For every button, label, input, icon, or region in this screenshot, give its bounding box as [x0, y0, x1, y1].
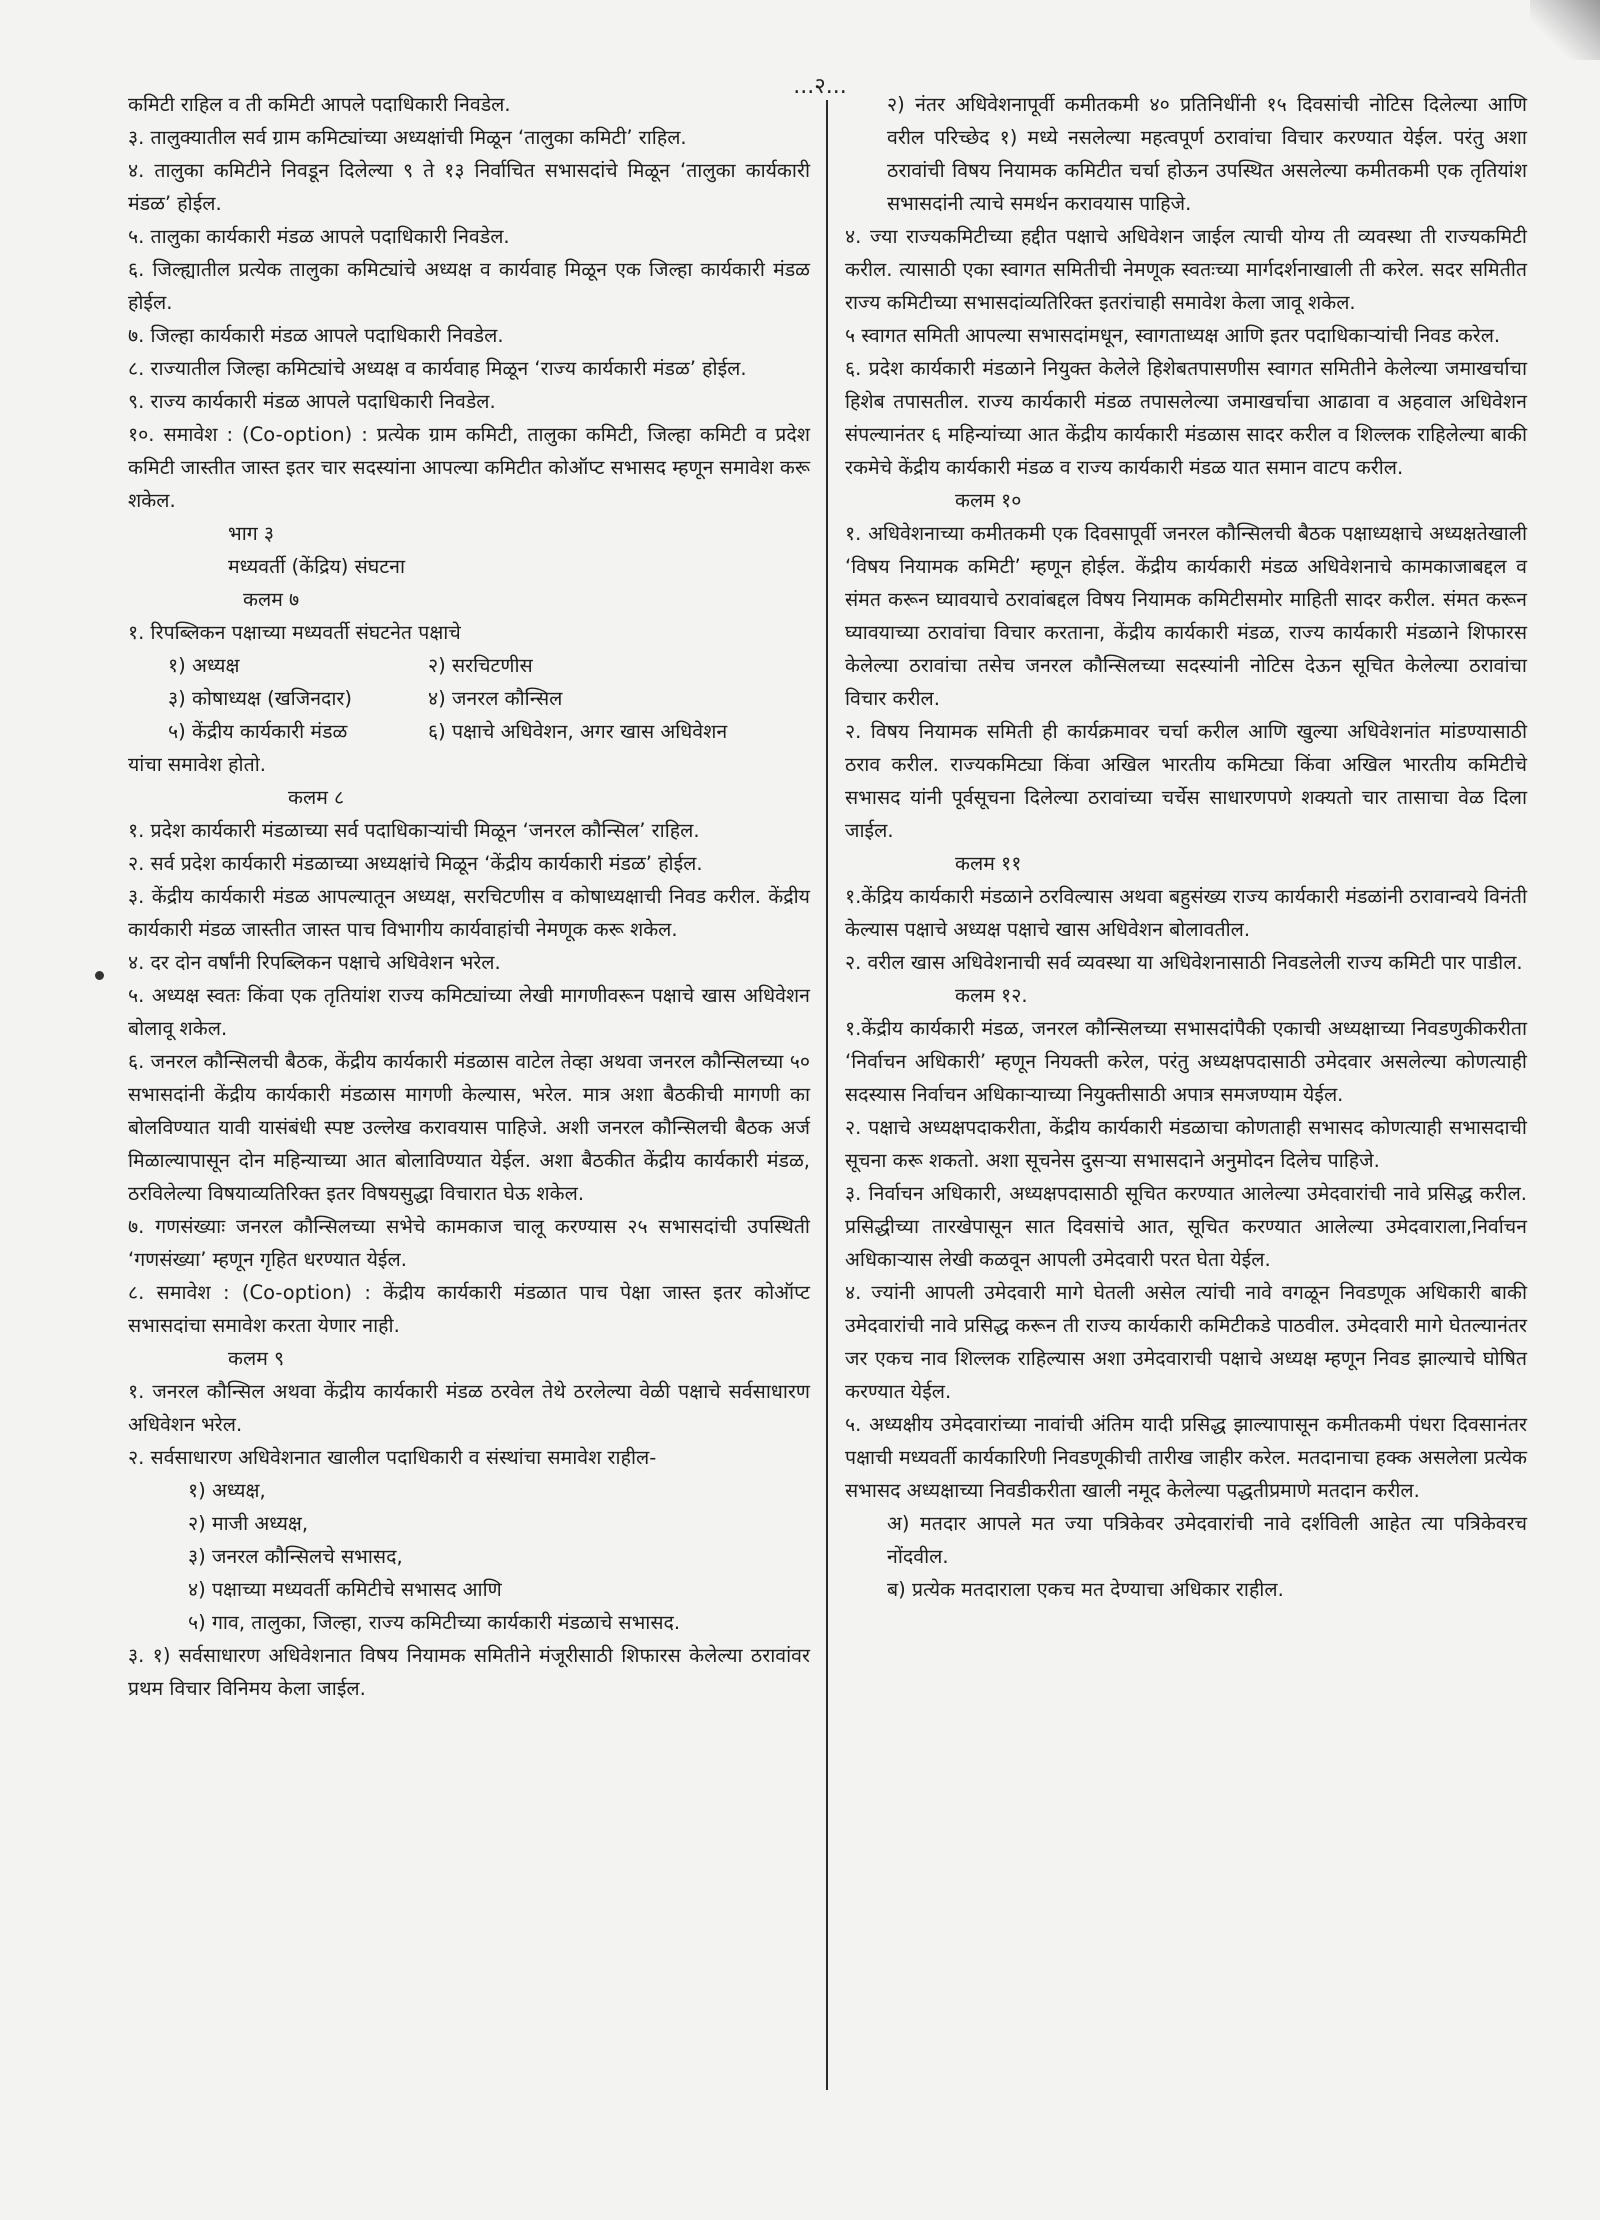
section-heading: कलम ८ — [288, 786, 345, 809]
paragraph: १.केंद्रीय कार्यकारी मंडळ, जनरल कौन्सिलच्या सभासदांपैकी एकाची अध्यक्षाच्या निवडणुकीकरीता ‘निर्वाचन अधिकारी’ म्हणून नियक्ती करेल, परंतु अध्यक्षपदासाठी उमेदवार असलेल्या कोणत्याही सदस्यास निर्वाचन अधिकाऱ्याच्या नियुक्तीसाठी अपात्र समजण्याम येईल. — [845, 1017, 1527, 1106]
section-heading: कलम ९ — [228, 1347, 285, 1370]
paragraph: ६. जनरल कौन्सिलची बैठक, केंद्रीय कार्यकारी मंडळास वाटेल तेव्हा अथवा जनरल कौन्सिलच्या ५० सभासदांनी केंद्रीय कार्यकारी मंडळास मागणी केल्यास, भरेल. मात्र अशा बैठकीची मागणी का बोलविण्यात यावी यासंबंधी स्पष्ट उल्लेख करावयास पाहिजे. अशी जनरल कौन्सिलची बैठक अर्ज मिळाल्यापासून दोन महिन्याच्या आत बोलाविण्यात येईल. अशा बैठकीत केंद्रीय कार्यकारी मंडळ, ठरविलेल्या विषयाव्यतिरिक्त इतर विषयसुद्धा विचारात घेऊ शकेल. — [128, 1050, 810, 1205]
paragraph: १. जनरल कौन्सिल अथवा केंद्रीय कार्यकारी मंडळ ठरवेल तेथे ठरलेल्या वेळी पक्षाचे सर्वसाधारण अधिवेशन भरेल. — [128, 1380, 810, 1436]
paragraph: ९. राज्य कार्यकारी मंडळ आपले पदाधिकारी निवडेल. — [128, 390, 496, 413]
paragraph: २. सर्वसाधारण अधिवेशनात खालील पदाधिकारी व संस्थांचा समावेश राहील- — [128, 1446, 657, 1469]
paragraph: अ) मतदार आपले मत ज्या पत्रिकेवर उमेदवारांची नावे दर्शविली आहेत त्या पत्रिकेवरच नोंदवील. — [887, 1512, 1527, 1568]
paragraph: ७. गणसंख्याः जनरल कौन्सिलच्या सभेचे कामकाज चालू करण्यास २५ सभासदांची उपस्थिती ‘गणसंख्या’ म्हणून गृहित धरण्यात येईल. — [128, 1215, 810, 1271]
paragraph: १. अधिवेशनाच्या कमीतकमी एक दिवसापूर्वी जनरल कौन्सिलची बैठक पक्षाध्यक्षाचे अध्यक्षतेखाली ‘विषय नियामक कमिटी’ म्हणून होईल. केंद्रीय कार्यकारी मंडळ अधिवेशनाचे कामकाजाबद्दल व संमत करून घ्यावयाचे ठरावांबद्दल विषय नियामक कमिटीसमोर माहिती सादर करील. संमत करून घ्यावयाच्या ठरावांचा विचार करताना, केंद्रीय कार्यकारी मंडळ, राज्य कार्यकारी मंडळाने शिफारस केलेल्या ठरावांचा तसेच जनरल कौन्सिलच्या सदस्यांनी नोटिस देऊन सूचित केलेल्या ठरावांचा विचार करील. — [845, 522, 1527, 710]
column-divider — [826, 100, 828, 2090]
paragraph: ७. जिल्हा कार्यकारी मंडळ आपले पदाधिकारी निवडेल. — [128, 324, 504, 347]
list-row — [128, 682, 810, 715]
paragraph: २. विषय नियामक समिती ही कार्यक्रमावर चर्चा करील आणि खुल्या अधिवेशनांत मांडण्यासाठी ठराव करील. राज्यकमिट्या किंवा अखिल भारतीय कमिट्या किंवा अखिल भारतीय कमिटीचे सभासद यांनी पूर्वसूचना दिलेल्या ठरावांच्या चर्चेस साधारणपणे शक्यतो चार तासाचा वेळ दिला जाईल. — [845, 720, 1528, 842]
list-row — [128, 715, 810, 748]
paragraph: यांचा समावेश होतो. — [128, 753, 266, 776]
section-heading: कलम १२. — [955, 984, 1028, 1007]
paragraph: ३. तालुक्यातील सर्व ग्राम कमिट्यांच्या अध्यक्षांची मिळून ‘तालुका कमिटी’ राहिल. — [128, 126, 687, 149]
left-column — [128, 88, 810, 1705]
paragraph: ५ स्वागत समिती आपल्या सभासदांमधून, स्वागताध्यक्ष आणि इतर पदाधिकाऱ्यांची निवड करेल. — [845, 324, 1501, 347]
list-item: २) सरचिटणीस — [428, 654, 533, 677]
paragraph: ६. जिल्ह्यातील प्रत्येक तालुका कमिट्यांचे अध्यक्ष व कार्यवाह मिळून एक जिल्हा कार्यकारी मंडळ होईल. — [128, 258, 810, 314]
section-heading: कलम १० — [955, 489, 1022, 512]
list-item: ३) कोषाध्यक्ष (खजिनदार) — [168, 687, 353, 710]
paragraph: ५. अध्यक्षीय उमेदवारांच्या नावांची अंतिम यादी प्रसिद्ध झाल्यापासून कमीतकमी पंधरा दिवसानंतर पक्षाची मध्यवर्ती कार्यकारिणी निवडणूकीची तारीख जाहीर करेल. मतदानाचा हक्क असलेला प्रत्येक सभासद अध्यक्षाच्या निवडीकरीता खाली नमूद केलेल्या पद्धतीप्रमाणे मतदान करील. — [845, 1413, 1527, 1502]
section-heading: मध्यवर्ती (केंद्रिय) संघटना — [228, 555, 406, 578]
paragraph: ४. तालुका कमिटीने निवडून दिलेल्या ९ ते १३ निर्वाचित सभासदांचे मिळून ‘तालुका कार्यकारी मंडळ’ होईल. — [128, 159, 810, 215]
paragraph: ४. ज्या राज्यकमिटीच्या हद्दीत पक्षाचे अधिवेशन जाईल त्याची योग्य ती व्यवस्था ती राज्यकमिटी करील. त्यासाठी एका स्वागत समितीची नेमणूक स्वतःच्या मार्गदर्शनाखाली ती करेल. सदर समितीत राज्य कमिटीच्या सभासदांव्यतिरिक्त इतरांचाही समावेश केला जावू शकेल. — [845, 225, 1527, 314]
list-row — [128, 649, 810, 682]
paragraph: ६. प्रदेश कार्यकारी मंडळाने नियुक्त केलेले हिशेबतपासणीस स्वागत समितीने केलेल्या जमाखर्चाचा हिशेब तपासतील. राज्य कार्यकारी मंडळ तपासलेल्या जमाखर्चाचा आढावा व अहवाल अधिवेशन संपल्यानंतर ६ महिन्यांच्या आत केंद्रीय कार्यकारी मंडळास सादर करील व शिल्लक राहिलेल्या बाकी रकमेचे केंद्रीय कार्यकारी मंडळ व राज्य कार्यकारी मंडळ यात समान वाटप करील. — [845, 357, 1527, 479]
paragraph: १. प्रदेश कार्यकारी मंडळाच्या सर्व पदाधिकाऱ्यांची मिळून ‘जनरल कौन्सिल’ राहिल. — [128, 819, 700, 842]
paragraph: २) माजी अध्यक्ष, — [188, 1512, 309, 1535]
margin-dot-mark — [95, 971, 104, 980]
paragraph: २) नंतर अधिवेशनापूर्वी कमीतकमी ४० प्रतिनिधींनी १५ दिवसांची नोटिस दिलेल्या आणि वरील परिच्छेद १) मध्ये नसलेल्या महत्वपूर्ण ठरावांचा विचार करण्यात येईल. परंतु अशा ठरावांची विषय नियामक कमिटीत चर्चा होऊन उपस्थित असलेल्या कमीतकमी एक तृतियांश सभासदांनी त्याचे समर्थन करावयास पाहिजे. — [887, 93, 1527, 215]
paragraph: २. वरील खास अधिवेशनाची सर्व व्यवस्था या अधिवेशनासाठी निवडलेली राज्य कमिटी पार पाडील. — [845, 951, 1523, 974]
paragraph: ८. राज्यातील जिल्हा कमिट्यांचे अध्यक्ष व कार्यवाह मिळून ‘राज्य कार्यकारी मंडळ’ होईल. — [128, 357, 747, 380]
list-item: ५) केंद्रीय कार्यकारी मंडळ — [168, 720, 348, 743]
paragraph: ४) पक्षाच्या मध्यवर्ती कमिटीचे सभासद आणि — [188, 1578, 502, 1601]
paragraph: ब) प्रत्येक मतदाराला एकच मत देण्याचा अधिकार राहील. — [887, 1578, 1284, 1601]
list-item: १) अध्यक्ष — [168, 654, 240, 677]
paragraph: ५. अध्यक्ष स्वतः किंवा एक तृतियांश राज्य कमिट्यांच्या लेखी मागणीवरून पक्षाचे खास अधिवेशन बोलावू शकेल. — [128, 984, 810, 1040]
list-item: ६) पक्षाचे अधिवेशन, अगर खास अधिवेशन — [428, 720, 728, 743]
paragraph: ४. दर दोन वर्षांनी रिपब्लिकन पक्षाचे अधिवेशन भरेल. — [128, 951, 501, 974]
paragraph: २. सर्व प्रदेश कार्यकारी मंडळाच्या अध्यक्षांचे मिळून ‘केंद्रीय कार्यकारी मंडळ’ होईल. — [128, 852, 703, 875]
list-item: ४) जनरल कौन्सिल — [428, 687, 563, 710]
paragraph: कमिटी राहिल व ती कमिटी आपले पदाधिकारी निवडेल. — [128, 93, 511, 116]
paragraph: ५) गाव, तालुका, जिल्हा, राज्य कमिटीच्या कार्यकारी मंडळाचे सभासद. — [188, 1611, 681, 1634]
section-heading: कलम ७ — [243, 588, 300, 611]
paragraph: १) अध्यक्ष, — [188, 1479, 266, 1502]
page-corner-fold — [1530, 0, 1600, 60]
paragraph: १०. समावेश : (Co-option) : प्रत्येक ग्राम कमिटी, तालुका कमिटी, जिल्हा कमिटी व प्रदेश कमिटी जास्तीत जास्त इतर चार सदस्यांना आपल्या कमिटीत कोऑप्ट सभासद म्हणून समावेश करू शकेल. — [128, 423, 810, 512]
paragraph: ८. समावेश : (Co-option) : केंद्रीय कार्यकारी मंडळात पाच पेक्षा जास्त इतर कोऑप्ट सभासदांचा समावेश करता येणार नाही. — [128, 1281, 810, 1337]
paragraph: २. पक्षाचे अध्यक्षपदाकरीता, केंद्रीय कार्यकारी मंडळाचा कोणताही सभासद कोणत्याही सभासदाची सूचना करू शकतो. अशा सूचनेस दुसऱ्या सभासदाने अनुमोदन दिलेच पाहिजे. — [845, 1116, 1527, 1172]
paragraph: ५. तालुका कार्यकारी मंडळ आपले पदाधिकारी निवडेल. — [128, 225, 510, 248]
right-column — [845, 88, 1527, 1606]
paragraph: १. रिपब्लिकन पक्षाच्या मध्यवर्ती संघटनेत पक्षाचे — [128, 621, 461, 644]
paragraph: ३. १) सर्वसाधारण अधिवेशनात विषय नियामक समितीने मंजूरीसाठी शिफारस केलेल्या ठरावांवर प्रथम विचार विनिमय केला जाईल. — [128, 1644, 810, 1700]
paragraph: ३) जनरल कौन्सिलचे सभासद, — [188, 1545, 403, 1568]
page-number: ...२... — [793, 74, 847, 99]
paragraph: ४. ज्यांनी आपली उमेदवारी मागे घेतली असेल त्यांची नावे वगळून निवडणूक अधिकारी बाकी उमेदवारांची नावे प्रसिद्ध करून ती राज्य कार्यकारी कमिटीकडे पाठवील. उमेदवारी मागे घेतल्यानंतर जर एकच नाव शिल्लक राहिल्यास अशा उमेदवाराची पक्षाचे अध्यक्ष म्हणून निवड झाल्याचे घोषित करण्यात येईल. — [845, 1281, 1527, 1403]
paragraph: ३. निर्वाचन अधिकारी, अध्यक्षपदासाठी सूचित करण्यात आलेल्या उमेदवारांची नावे प्रसिद्ध करील. प्रसिद्धीच्या तारखेपासून सात दिवसांचे आत, सूचित करण्यात आलेल्या उमेदवाराला,निर्वाचन अधिकाऱ्यास लेखी कळवून आपली उमेदवारी परत घेता येईल. — [845, 1182, 1527, 1271]
section-heading: भाग ३ — [228, 522, 275, 545]
paragraph: १.केंद्रिय कार्यकारी मंडळाने ठरविल्यास अथवा बहुसंख्य राज्य कार्यकारी मंडळांनी ठरावान्वये विनंती केल्यास पक्षाचे अध्यक्ष पक्षाचे खास अधिवेशन बोलावतील. — [845, 885, 1527, 941]
section-heading: कलम ११ — [955, 852, 1022, 875]
paragraph: ३. केंद्रीय कार्यकारी मंडळ आपल्यातून अध्यक्ष, सरचिटणीस व कोषाध्यक्षाची निवड करील. केंद्रीय कार्यकारी मंडळ जास्तीत जास्त पाच विभागीय कार्यवाहांची नेमणूक करू शकेल. — [128, 885, 810, 941]
